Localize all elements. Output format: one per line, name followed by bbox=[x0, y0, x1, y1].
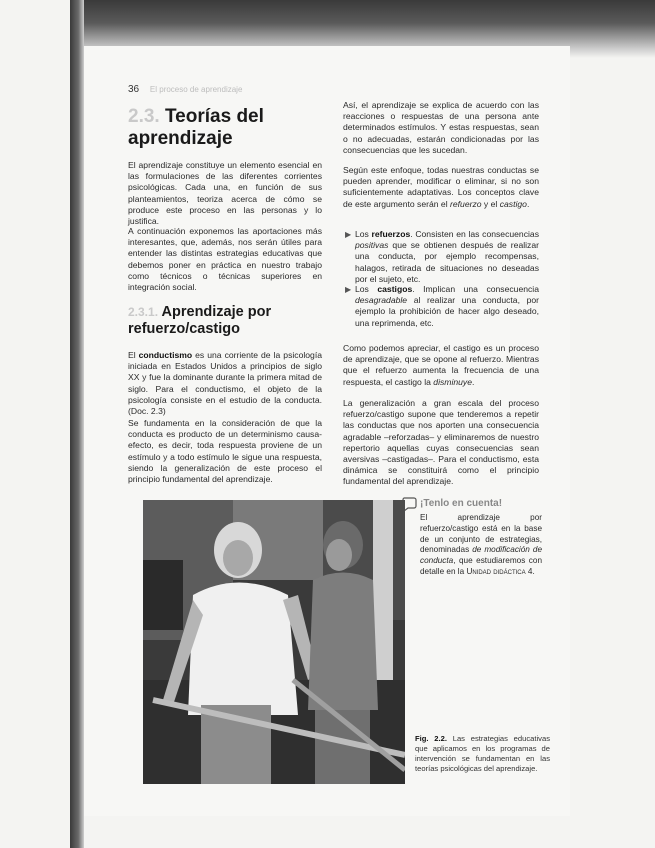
note-body bbox=[420, 513, 542, 578]
left-paragraph-1: El aprendizaje constituye un elemento esencial en las formulaciones de las diferentes corrientes psicológicas. Cada una, en función de sus planteamientos, teoriza acerca de cómo se produce este proceso en las personas y lo justifica. bbox=[128, 160, 322, 227]
left-paragraph-2: A continuación exponemos las aportaciones más interesantes, que, además, nos serán útiles para entender las distintas estrategias educativas que debemos poner en práctica en nuestro trabajo como técnicos o técnicas superiores en integración social. bbox=[128, 226, 322, 293]
text-run: es una corriente de la psicología iniciada en Estados Unidos a principios de siglo XX y fue la dominante durante la primera mitad de siglo. Para el conductismo, el objeto de la psicología consiste en el estudio de la conducta. (Doc. 2.3) bbox=[128, 350, 322, 417]
italic-term: de modificación de conducta bbox=[420, 545, 542, 566]
text-run: Como podemos apreciar, el castigo es un proceso de aprendizaje, que se opone al refuerzo. Mientras que el refuerzo aumenta la frecuencia de una respuesta, el castigo la bbox=[343, 343, 539, 387]
caption-text: Las estrategias educativas que aplicamos en los programas de intervención se fundamentan en las teorías psicológicas del aprendizaje. bbox=[415, 734, 550, 773]
italic-term: castigo bbox=[499, 198, 527, 209]
text-run: al realizar una conducta, por ejemplo la prohibición de hacer algo deseado, una reprimenda, etc. bbox=[355, 295, 539, 328]
page-number: 36 bbox=[128, 84, 140, 95]
subsection-heading bbox=[128, 304, 328, 338]
unit-reference: Unidad didáctica bbox=[466, 566, 526, 576]
bullet-arrow-icon: ▶ bbox=[345, 285, 352, 294]
bold-term: conductismo bbox=[138, 350, 193, 360]
text-run: El aprendizaje por refuerzo/castigo está en la base de un conjunto de estrategias, denominadas bbox=[420, 513, 542, 555]
italic-term: disminuye bbox=[433, 376, 472, 387]
italic-term: positivas bbox=[355, 240, 389, 251]
text-run: Los bbox=[355, 229, 372, 239]
text-run: Según este enfoque, todas nuestras conductas se pueden aprender, modificar o eliminar, si no son suficientemente adaptativas. Los conceptos clave de este argumento serán el bbox=[343, 165, 539, 209]
bullet-castigos bbox=[345, 284, 539, 329]
bullet-arrow-icon: ▶ bbox=[345, 230, 352, 239]
right-paragraph-3 bbox=[343, 343, 539, 388]
text-run: . Consisten en las consecuencias bbox=[410, 229, 539, 239]
section-title: Teorías del aprendizaje bbox=[128, 106, 264, 149]
italic-term: refuerzo bbox=[450, 198, 482, 209]
book-spine bbox=[70, 0, 84, 848]
text-run: . bbox=[472, 376, 475, 387]
running-section: El proceso de aprendizaje bbox=[149, 85, 243, 94]
subsection-title: Aprendizaje por refuerzo/castigo bbox=[128, 304, 272, 337]
text-run: Los bbox=[355, 284, 378, 294]
physiotherapy-photo-illustration bbox=[143, 500, 405, 784]
note-title: ¡Tenlo en cuenta! bbox=[420, 498, 503, 509]
bullet-refuerzos bbox=[345, 229, 539, 285]
bold-term: castigos bbox=[377, 284, 413, 294]
right-paragraph-1: Así, el aprendizaje se explica de acuerdo con las reacciones o respuestas de una persona ante determinados estímulos. Y estas respuestas, sean o no adecuadas, estarán condicionadas por las consecuencias que les sucedan. bbox=[343, 100, 539, 155]
left-paragraph-3 bbox=[128, 350, 322, 417]
text-run: . bbox=[526, 198, 530, 209]
text-run: El bbox=[128, 350, 139, 360]
text-run: . Implican una consecuencia bbox=[412, 284, 539, 294]
figure-caption bbox=[415, 734, 550, 774]
right-paragraph-4: La generalización a gran escala del proceso refuerzo/castigo supone que tenderemos a repetir las conductas que nos aporten una consecuencia agradable –reforzadas– y eliminaremos de nuestro repertorio aquellas cuyas consecuencias sean aversivas –castigadas–. Para el conductismo, esta dinámica se constituirá como el principio fundamental del aprendizaje. bbox=[343, 398, 539, 487]
text-run: que se obtienen después de realizar una conducta, por ejemplo recompensas, halagos, retirada de situaciones no deseadas por el sujeto, etc. bbox=[355, 240, 539, 284]
figure-photo bbox=[143, 500, 405, 784]
right-paragraph-2 bbox=[343, 165, 539, 210]
text-run: 4. bbox=[525, 566, 535, 576]
section-heading bbox=[128, 106, 328, 150]
text-run: , que estudiaremos con detalle en la bbox=[420, 556, 542, 576]
bold-term: refuerzos bbox=[371, 229, 411, 239]
section-number: 2.3. bbox=[128, 106, 160, 127]
text-run: y el bbox=[481, 198, 500, 209]
subsection-number: 2.3.1. bbox=[128, 305, 159, 319]
caption-label: Fig. 2.2. bbox=[415, 734, 447, 743]
italic-term: desagradable bbox=[355, 295, 408, 306]
left-paragraph-4: Se fundamenta en la consideración de que la conducta es producto de un determinismo causa-efecto, es decir, toda respuesta proviene de un estímulo y a todo estímulo le sigue una respuesta, siendo la generalización de este proceso el principio fundamental del aprendizaje. bbox=[128, 418, 322, 485]
running-header bbox=[128, 84, 242, 95]
